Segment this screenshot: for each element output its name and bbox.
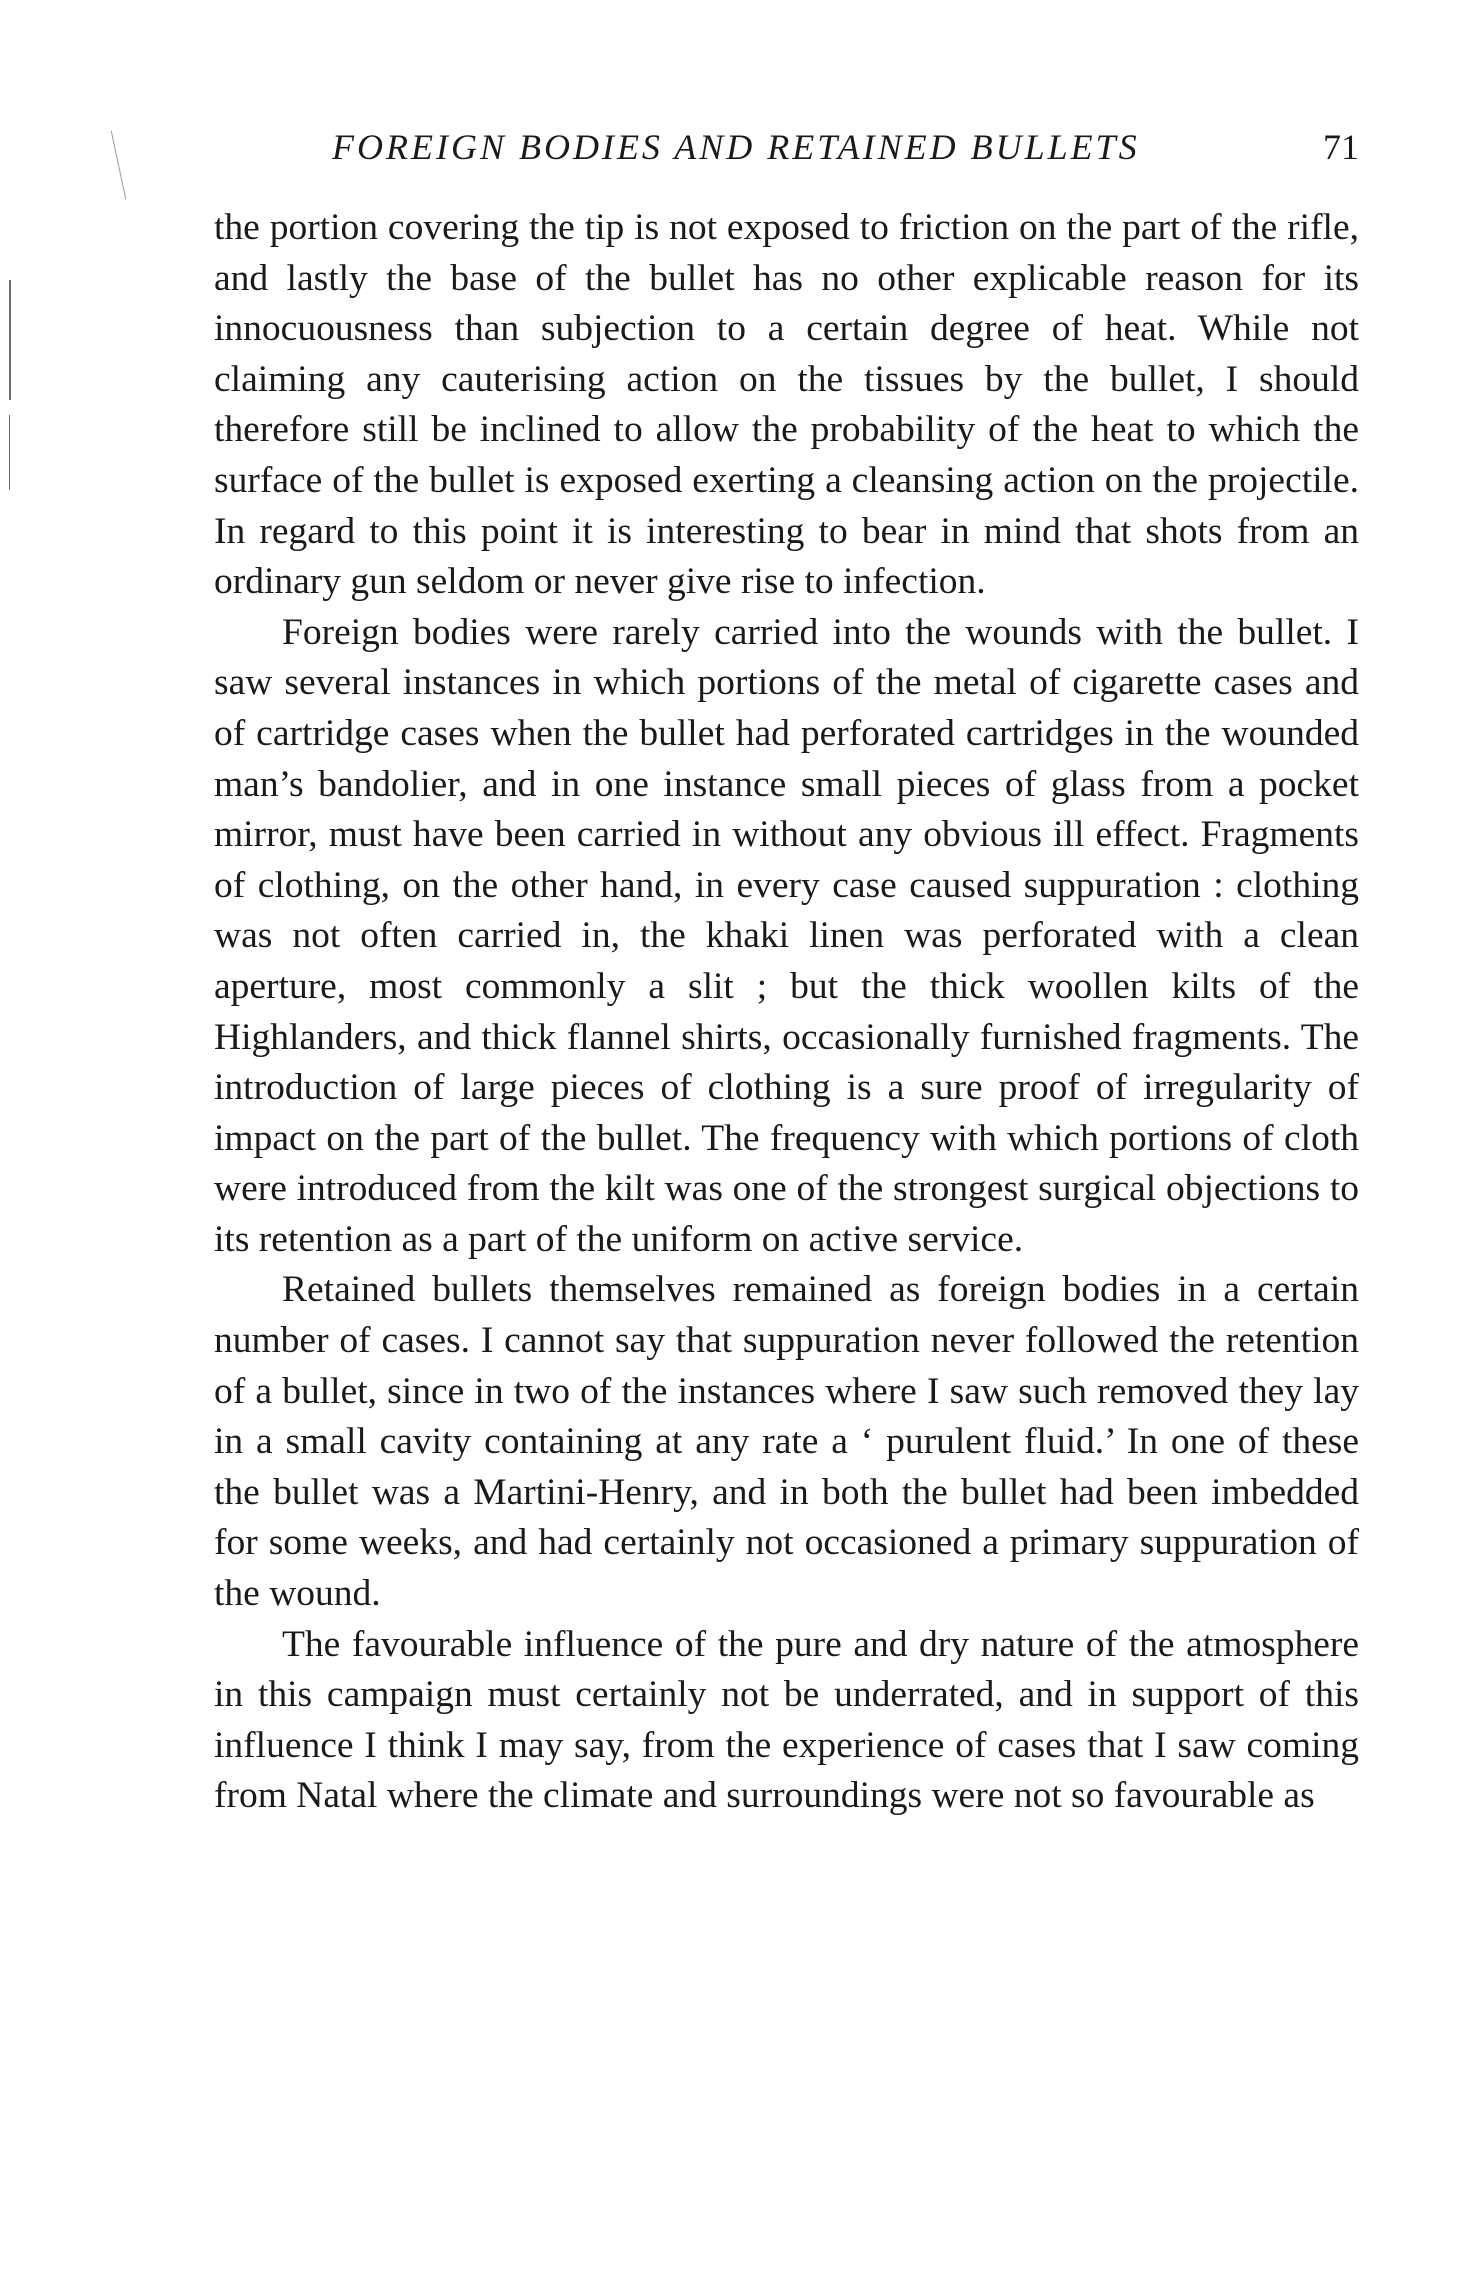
page-number: 71 xyxy=(1323,127,1359,167)
scan-mark-line xyxy=(111,131,127,200)
paragraph-continuation: the portion covering the tip is not exposed to friction on the part of the rifle, and lastly the base of the bullet has no other explicable reason for its innocuousness than subjection to a certain degree of heat. While not claiming any cauterising action on the tissues by the bullet, I should therefore still be inclined to allow the probability of the heat to which the surface of the bullet is exposed exerting a cleansing action on the projectile. In regard to this point it is interesting to bear in mind that shots from an ordinary gun seldom or never give rise to infection. xyxy=(214,207,1359,603)
paragraph-foreign-bodies: Foreign bodies were rarely carried into the wounds with the bullet. I saw several instances in which portions of the metal of cigarette cases and of cartridge cases when the bullet had perforated cartridges in the wounded man’s bandolier, and in one instance small pieces of glass from a pocket mirror, must have been carried in without any obvious ill effect. Fragments of clothing, on the other hand, in every case caused suppuration : clothing was not often carried in, the khaki linen was perforated with a clean aperture, most commonly a slit ; but the thick woollen kilts of the Highlanders, and thick flannel shirts, occasionally furnished fragments. The introduction of large pieces of clothing is a sure proof of irregularity of impact on the part of the bullet. The frequency with which portions of cloth were introduced from the kilt was one of the strongest surgical objections to its retention as a part of the uniform on active service. xyxy=(214,611,1359,1260)
page-header xyxy=(214,122,1359,172)
body-text xyxy=(214,203,1359,1822)
paragraph-atmosphere: The favourable influence of the pure and dry nature of the atmosphere in this campaign must certainly not be underrated, and in support of this influence I think I may say, from the experience of cases that I saw coming from Natal where the climate and surroundings were not so favourable as xyxy=(214,1623,1359,1817)
scan-mark-line xyxy=(9,415,10,490)
paragraph-retained-bullets: Retained bullets themselves remained as foreign bodies in a certain number of cases. I cannot say that suppuration never followed the retention of a bullet, since in two of the instances where I saw such removed they lay in a small cavity containing at any rate a ‘ purulent fluid.’ In one of these the bullet was a Martini-Henry, and in both the bullet had been imbedded for some weeks, and had certainly not occasioned a primary suppuration of the wound. xyxy=(214,1269,1359,1615)
scan-mark-line xyxy=(9,280,11,400)
running-title: FOREIGN BODIES AND RETAINED BULLETS xyxy=(332,127,1140,167)
